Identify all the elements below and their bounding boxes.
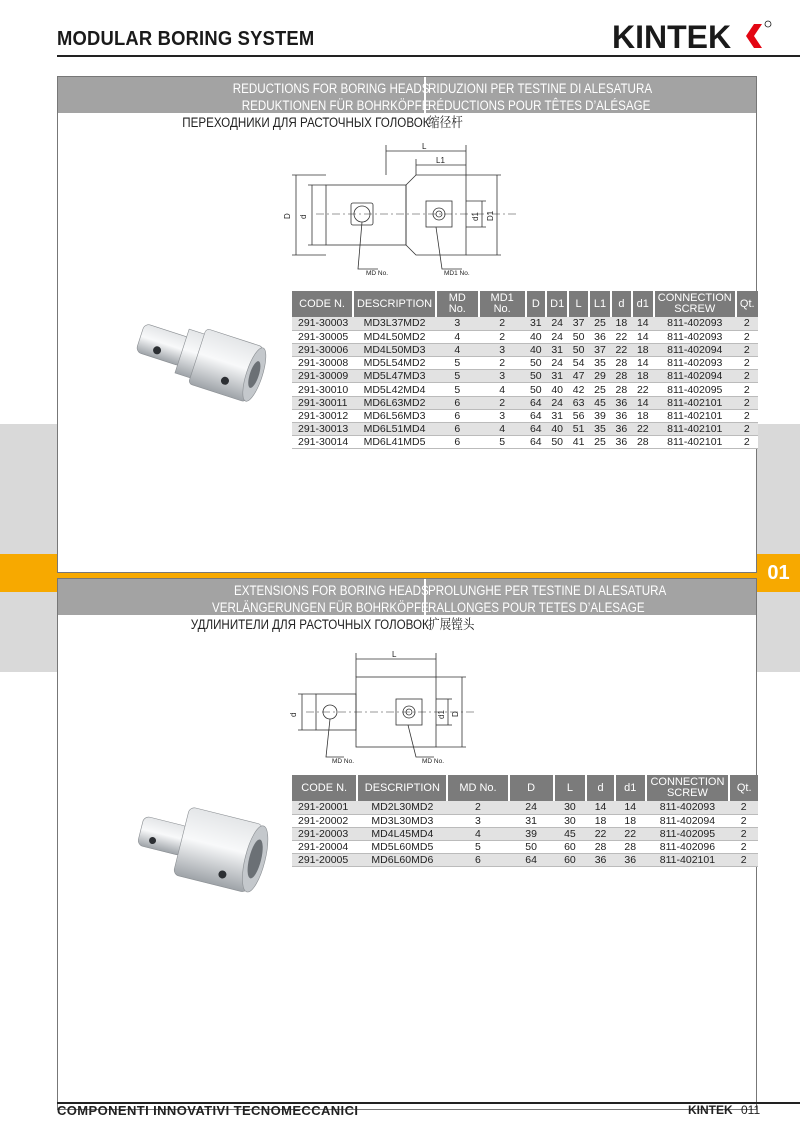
table-cell: 22 — [611, 330, 631, 343]
table-cell: 2 — [729, 827, 758, 840]
table-cell: 14 — [632, 330, 654, 343]
table-cell: 6 — [436, 396, 479, 409]
table-cell: 25 — [589, 436, 611, 449]
table-cell: 811-402093 — [654, 317, 736, 330]
table-cell: 5 — [436, 357, 479, 370]
table-row — [292, 357, 758, 370]
table-cell: 24 — [546, 330, 568, 343]
table-cell: MD5L42MD4 — [353, 383, 436, 396]
table-cell: 4 — [479, 383, 526, 396]
table-cell: 291-30005 — [292, 330, 353, 343]
side-band-left-lower — [0, 592, 57, 672]
svg-text:d: d — [299, 214, 308, 219]
table-cell: 39 — [509, 827, 554, 840]
table-row — [292, 317, 758, 330]
table-cell: 40 — [546, 423, 568, 436]
col-L: L — [568, 291, 588, 317]
svg-text:L1: L1 — [436, 156, 445, 165]
title-de: REDUKTIONEN FÜR BOHRKÖPFE — [241, 98, 429, 113]
table-cell: 4 — [479, 423, 526, 436]
table-cell: MD4L45MD4 — [357, 827, 447, 840]
table-cell: 6 — [436, 436, 479, 449]
table-cell: 64 — [509, 854, 554, 867]
svg-text:D: D — [283, 213, 292, 219]
reductions-titles-left — [182, 80, 429, 131]
header-rule — [57, 55, 800, 57]
svg-text:MD No.: MD No. — [366, 270, 389, 277]
table-cell: 2 — [736, 409, 759, 422]
table-cell: 35 — [589, 357, 611, 370]
reduction-technical-drawing — [283, 141, 546, 291]
reductions-panel — [57, 76, 757, 573]
table-cell: 60 — [554, 854, 587, 867]
table-cell: 811-402101 — [654, 436, 736, 449]
col-D: D — [526, 291, 546, 317]
table-cell: 28 — [611, 383, 631, 396]
table-cell: 5 — [436, 370, 479, 383]
table-cell: 50 — [509, 841, 554, 854]
table-cell: 291-30013 — [292, 423, 353, 436]
table-cell: 291-30012 — [292, 409, 353, 422]
table-row — [292, 383, 758, 396]
table-cell: 2 — [729, 814, 758, 827]
col-D1: D1 — [546, 291, 568, 317]
table-cell: 40 — [526, 330, 546, 343]
table-cell: 18 — [632, 409, 654, 422]
table-cell: 22 — [632, 423, 654, 436]
table-cell: 811-402093 — [646, 801, 730, 814]
table-row — [292, 841, 758, 854]
table-cell: 4 — [436, 330, 479, 343]
table-cell: 31 — [509, 814, 554, 827]
table-cell: 14 — [615, 801, 646, 814]
table-cell: 2 — [729, 854, 758, 867]
table-cell: 24 — [546, 317, 568, 330]
reductions-titles-right — [428, 80, 652, 131]
table-cell: 2 — [736, 317, 759, 330]
table-cell: 18 — [586, 814, 615, 827]
col-D: D — [509, 775, 554, 801]
side-band-right-lower — [757, 592, 800, 672]
table-cell: 29 — [589, 370, 611, 383]
table-cell: 2 — [736, 383, 759, 396]
col-screw: CONNECTION SCREW — [654, 291, 736, 317]
table-cell: 291-30011 — [292, 396, 353, 409]
table-row — [292, 343, 758, 356]
col-d: d — [611, 291, 631, 317]
title-en: EXTENSIONS FOR BORING HEADS — [234, 583, 429, 598]
table-cell: 2 — [479, 317, 526, 330]
table-cell: 37 — [589, 343, 611, 356]
table-cell: 50 — [546, 436, 568, 449]
table-cell: MD4L50MD2 — [353, 330, 436, 343]
table-cell: 5 — [447, 841, 508, 854]
table-row — [292, 854, 758, 867]
title-it: RIDUZIONI PER TESTINE DI ALESATURA — [428, 81, 653, 96]
table-cell: 22 — [586, 827, 615, 840]
col-screw: CONNECTION SCREW — [646, 775, 730, 801]
table-row — [292, 436, 758, 449]
table-cell: 18 — [632, 370, 654, 383]
svg-text:MD No.: MD No. — [332, 758, 355, 765]
table-cell: 4 — [447, 827, 508, 840]
table-cell: 6 — [436, 409, 479, 422]
table-cell: 291-30008 — [292, 357, 353, 370]
table-cell: 36 — [611, 436, 631, 449]
section-tab-label: 01 — [767, 561, 790, 584]
table-cell: 291-30010 — [292, 383, 353, 396]
table-row — [292, 814, 758, 827]
footer-brand: KINTEK — [688, 1103, 733, 1117]
col-code: CODE N. — [292, 291, 353, 317]
table-cell: 25 — [589, 317, 611, 330]
table-row — [292, 370, 758, 383]
table-cell: 47 — [568, 370, 588, 383]
table-cell: 811-402101 — [654, 396, 736, 409]
table-cell: MD5L60MD5 — [357, 841, 447, 854]
side-band-left — [0, 424, 57, 554]
table-cell: 2 — [729, 801, 758, 814]
table-cell: 291-20003 — [292, 827, 357, 840]
title-en: REDUCTIONS FOR BORING HEADS — [232, 81, 429, 96]
col-d1: d1 — [615, 775, 646, 801]
title-zh: 扩展镗头 — [428, 617, 475, 632]
col-description: DESCRIPTION — [353, 291, 436, 317]
table-cell: 2 — [736, 436, 759, 449]
table-cell: 291-30006 — [292, 343, 353, 356]
table-cell: 2 — [736, 357, 759, 370]
table-cell: MD6L51MD4 — [353, 423, 436, 436]
table-cell: 54 — [568, 357, 588, 370]
svg-text:L: L — [392, 650, 397, 659]
title-it: PROLUNGHE PER TESTINE DI ALESATURA — [428, 583, 667, 598]
table-cell: MD5L47MD3 — [353, 370, 436, 383]
table-cell: 2 — [736, 423, 759, 436]
table-cell: 24 — [509, 801, 554, 814]
table-cell: 22 — [615, 827, 646, 840]
svg-text:d1: d1 — [437, 710, 446, 719]
footer-text: COMPONENTI INNOVATIVI TECNOMECCANICI — [57, 1103, 359, 1118]
table-cell: MD6L63MD2 — [353, 396, 436, 409]
table-cell: 30 — [554, 801, 587, 814]
kintek-logo — [612, 18, 772, 54]
svg-text:L: L — [422, 142, 427, 151]
table-cell: 811-402095 — [646, 827, 730, 840]
table-cell: 40 — [546, 383, 568, 396]
table-cell: 811-402094 — [646, 814, 730, 827]
table-cell: 2 — [479, 396, 526, 409]
reduction-product-image — [130, 309, 276, 413]
reductions-body — [292, 317, 758, 449]
table-cell: 35 — [589, 423, 611, 436]
col-L: L — [554, 775, 587, 801]
extensions-titlebar — [58, 579, 756, 635]
table-cell: 2 — [729, 841, 758, 854]
extensions-panel — [57, 578, 757, 1110]
table-row — [292, 423, 758, 436]
table-cell: 39 — [589, 409, 611, 422]
side-band-right — [757, 424, 800, 554]
table-cell: 811-402093 — [654, 357, 736, 370]
table-cell: MD5L54MD2 — [353, 357, 436, 370]
col-md: MD No. — [447, 775, 508, 801]
svg-text:d1: d1 — [471, 212, 480, 221]
col-d1: d1 — [632, 291, 654, 317]
table-cell: 18 — [632, 343, 654, 356]
table-cell: 4 — [436, 343, 479, 356]
page-number: 011 — [741, 1103, 761, 1117]
table-cell: MD6L41MD5 — [353, 436, 436, 449]
table-cell: 50 — [568, 343, 588, 356]
col-d: d — [586, 775, 615, 801]
extensions-header-row — [292, 775, 758, 801]
extensions-titles-left — [191, 582, 429, 633]
table-cell: 3 — [436, 317, 479, 330]
col-qt: Qt. — [736, 291, 759, 317]
col-md: MD No. — [436, 291, 479, 317]
extensions-table — [292, 775, 758, 867]
table-cell: 36 — [611, 409, 631, 422]
table-cell: 45 — [589, 396, 611, 409]
table-cell: 811-402101 — [646, 854, 730, 867]
table-cell: 3 — [479, 370, 526, 383]
table-cell: 291-30009 — [292, 370, 353, 383]
table-cell: 41 — [568, 436, 588, 449]
table-cell: MD6L60MD6 — [357, 854, 447, 867]
table-cell: 2 — [736, 330, 759, 343]
table-cell: 24 — [546, 357, 568, 370]
table-cell: 24 — [546, 396, 568, 409]
table-cell: MD6L56MD3 — [353, 409, 436, 422]
table-cell: 14 — [586, 801, 615, 814]
svg-text:D: D — [451, 711, 460, 717]
table-cell: 22 — [611, 343, 631, 356]
table-cell: 64 — [526, 396, 546, 409]
table-cell: MD3L37MD2 — [353, 317, 436, 330]
table-cell: 2 — [447, 801, 508, 814]
table-cell: 42 — [568, 383, 588, 396]
reductions-table — [292, 291, 758, 449]
table-cell: 28 — [615, 841, 646, 854]
title-fr: RÉDUCTIONS POUR TÊTES D’ALÉSAGE — [428, 98, 651, 113]
table-cell: 14 — [632, 317, 654, 330]
table-cell: 18 — [615, 814, 646, 827]
table-cell: 2 — [479, 330, 526, 343]
table-cell: 811-402094 — [654, 343, 736, 356]
table-cell: 50 — [526, 357, 546, 370]
table-cell: 6 — [447, 854, 508, 867]
table-cell: 14 — [632, 396, 654, 409]
page-title: MODULAR BORING SYSTEM — [57, 28, 315, 50]
table-cell: 36 — [589, 330, 611, 343]
table-cell: 2 — [479, 357, 526, 370]
table-cell: 31 — [526, 317, 546, 330]
table-cell: 3 — [447, 814, 508, 827]
table-cell: 811-402095 — [654, 383, 736, 396]
table-row — [292, 409, 758, 422]
table-cell: 2 — [736, 370, 759, 383]
col-code: CODE N. — [292, 775, 357, 801]
svg-text:MD1 No.: MD1 No. — [444, 270, 470, 277]
table-cell: 291-30014 — [292, 436, 353, 449]
table-cell: 811-402101 — [654, 423, 736, 436]
table-cell: 291-20005 — [292, 854, 357, 867]
table-cell: 811-402093 — [654, 330, 736, 343]
table-cell: 2 — [736, 396, 759, 409]
table-cell: 291-20001 — [292, 801, 357, 814]
col-qt: Qt. — [729, 775, 758, 801]
table-cell: 60 — [554, 841, 587, 854]
table-cell: 50 — [568, 330, 588, 343]
title-de: VERLÄNGERUNGEN FÜR BOHRKÖPFE — [212, 600, 429, 615]
reductions-header-row — [292, 291, 758, 317]
extension-technical-drawing — [286, 649, 486, 767]
table-cell: MD4L50MD3 — [353, 343, 436, 356]
table-cell: 28 — [586, 841, 615, 854]
title-fr: RALLONGES POUR TETES D’ALESAGE — [428, 600, 645, 615]
svg-text:KINTEK: KINTEK — [612, 19, 732, 55]
extension-product-image — [130, 801, 276, 897]
title-zh: 缩径杆 — [428, 115, 463, 130]
table-cell: 18 — [611, 317, 631, 330]
table-cell: 45 — [554, 827, 587, 840]
table-cell: 40 — [526, 343, 546, 356]
svg-text:d: d — [289, 712, 298, 717]
table-cell: 56 — [568, 409, 588, 422]
table-cell: 37 — [568, 317, 588, 330]
table-cell: 811-402101 — [654, 409, 736, 422]
table-row — [292, 827, 758, 840]
col-md1: MD1 No. — [479, 291, 526, 317]
table-cell: 28 — [632, 436, 654, 449]
table-cell: 811-402094 — [654, 370, 736, 383]
table-cell: 291-30003 — [292, 317, 353, 330]
table-cell: 36 — [615, 854, 646, 867]
table-cell: 64 — [526, 409, 546, 422]
table-cell: 811-402096 — [646, 841, 730, 854]
table-cell: 64 — [526, 436, 546, 449]
table-cell: 291-20002 — [292, 814, 357, 827]
orange-band-left — [0, 554, 57, 592]
table-cell: 3 — [479, 343, 526, 356]
table-cell: 6 — [436, 423, 479, 436]
table-cell: 50 — [526, 370, 546, 383]
title-ru: ПЕРЕХОДНИКИ ДЛЯ РАСТОЧНЫХ ГОЛОВОК — [181, 115, 429, 130]
table-cell: 22 — [632, 383, 654, 396]
table-cell: 36 — [586, 854, 615, 867]
col-description: DESCRIPTION — [357, 775, 447, 801]
extensions-titles-right — [428, 582, 666, 633]
table-cell: 25 — [589, 383, 611, 396]
table-cell: 51 — [568, 423, 588, 436]
table-cell: 63 — [568, 396, 588, 409]
table-cell: 64 — [526, 423, 546, 436]
table-cell: MD2L30MD2 — [357, 801, 447, 814]
col-L1: L1 — [589, 291, 611, 317]
table-cell: 50 — [526, 383, 546, 396]
svg-text:MD No.: MD No. — [422, 758, 445, 765]
table-cell: 5 — [436, 383, 479, 396]
table-row — [292, 801, 758, 814]
table-cell: 36 — [611, 396, 631, 409]
table-cell: 291-20004 — [292, 841, 357, 854]
table-cell: 28 — [611, 357, 631, 370]
table-cell: 31 — [546, 370, 568, 383]
table-cell: 31 — [546, 343, 568, 356]
table-cell: 3 — [479, 409, 526, 422]
svg-text:D1: D1 — [486, 210, 495, 221]
title-ru: УДЛИНИТЕЛИ ДЛЯ РАСТОЧНЫХ ГОЛОВОК — [190, 617, 429, 632]
table-cell: 31 — [546, 409, 568, 422]
table-cell: 2 — [736, 343, 759, 356]
table-cell: 14 — [632, 357, 654, 370]
table-row — [292, 330, 758, 343]
table-cell: 30 — [554, 814, 587, 827]
table-cell: MD3L30MD3 — [357, 814, 447, 827]
section-tab[interactable] — [757, 554, 800, 592]
extensions-body — [292, 801, 758, 867]
table-row — [292, 396, 758, 409]
table-cell: 28 — [611, 370, 631, 383]
reductions-titlebar — [58, 77, 756, 133]
table-cell: 5 — [479, 436, 526, 449]
table-cell: 36 — [611, 423, 631, 436]
